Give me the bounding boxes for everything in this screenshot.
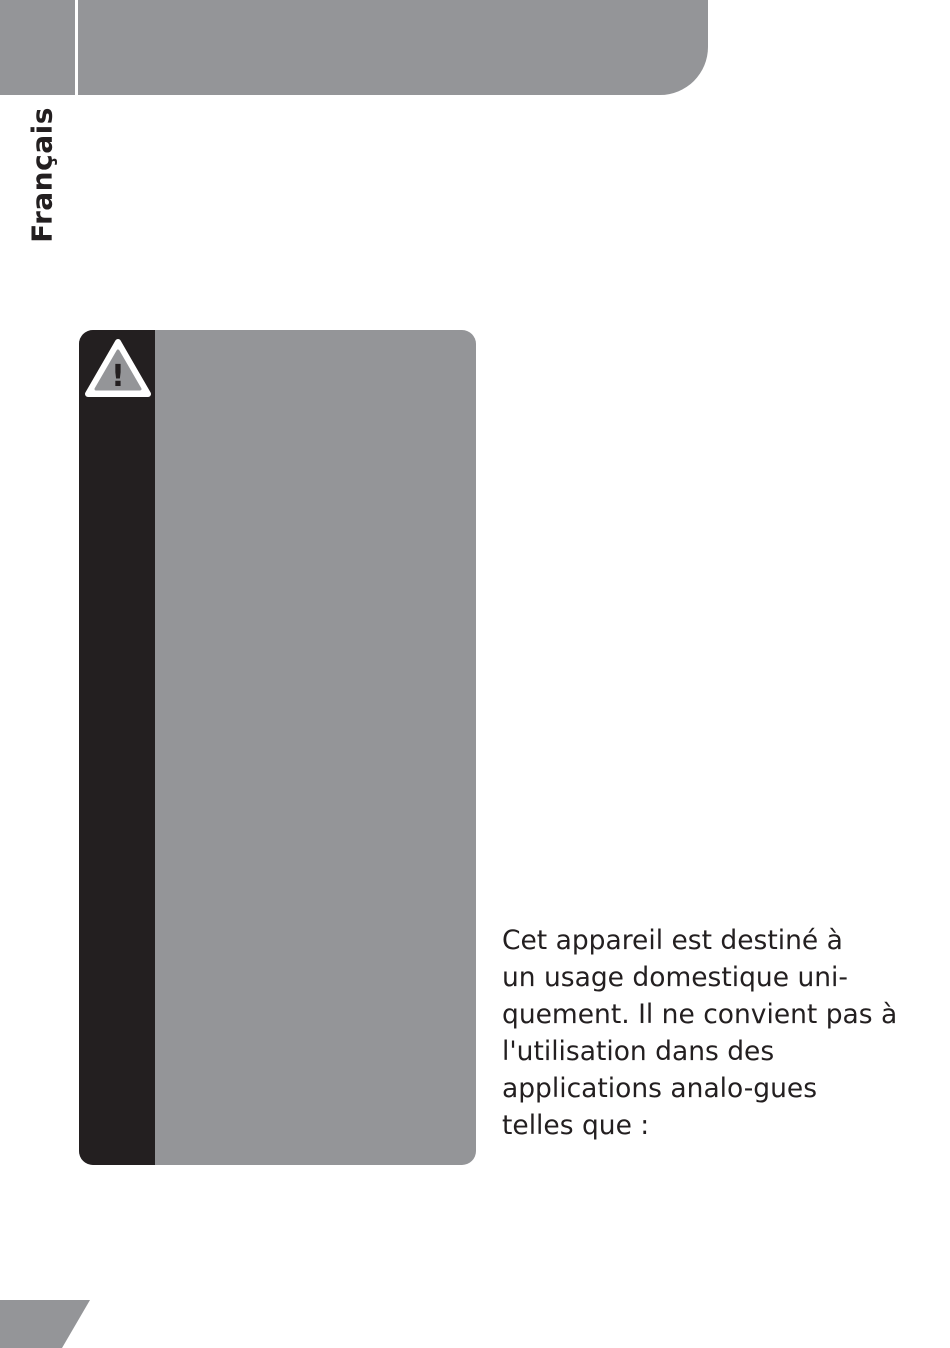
header-bar — [0, 0, 708, 95]
warning-triangle-icon — [84, 338, 152, 400]
warning-panel — [79, 330, 476, 1165]
language-label: Français — [25, 107, 59, 243]
header-divider — [75, 0, 78, 95]
warning-glyph: ! — [111, 359, 125, 394]
corner-tab — [0, 1300, 92, 1348]
warning-strip — [79, 330, 155, 1165]
body-paragraph: Cet appareil est destiné à un usage domestique uni- quement. Il ne convient pas à l'utilisation dans des applications analo-gues telles que : — [502, 925, 898, 1141]
